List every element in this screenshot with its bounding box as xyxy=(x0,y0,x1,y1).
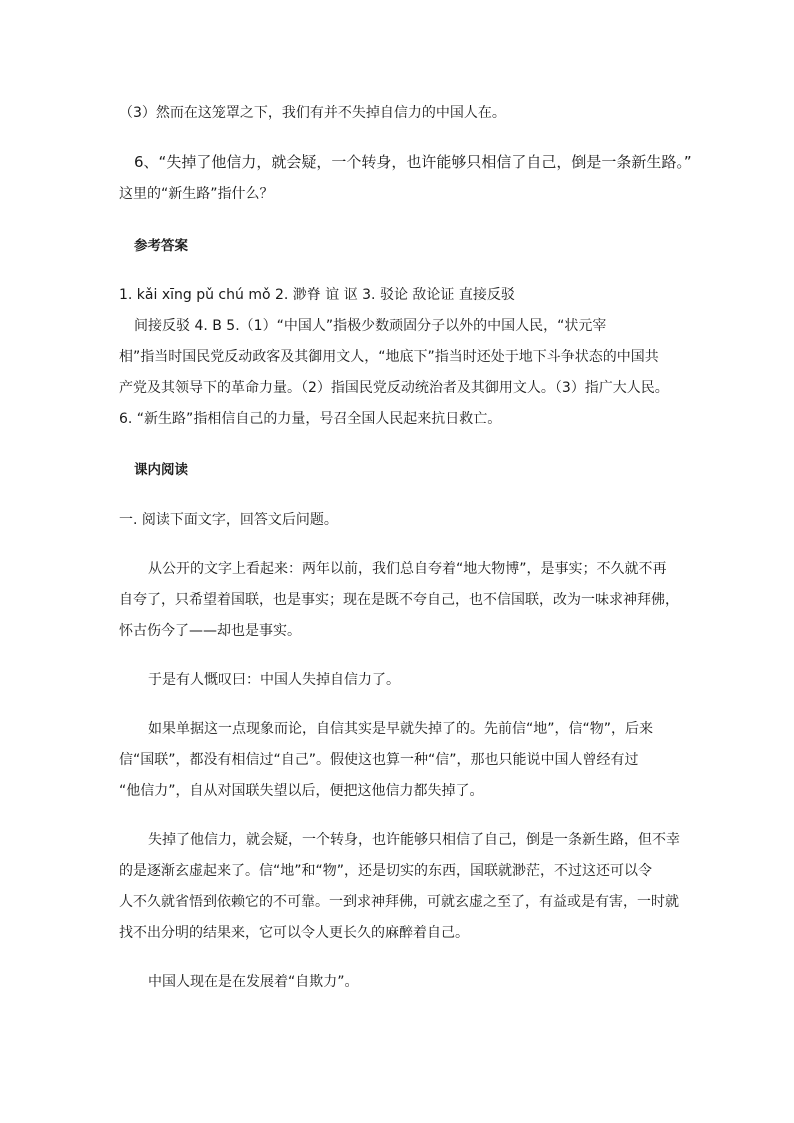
paragraph-line: 人不久就省悟到依赖它的不可靠。一到求神拜佛，可就玄虚之至了，有益或是有害，一时就 xyxy=(119,894,679,910)
answers-line-5: 6. “新生路”指相信自己的力量，号召全国人民起来抗日救亡。 xyxy=(119,411,502,427)
paragraph-line: 自夸了，只希望着国联，也是事实；现在是既不夸自己，也不信国联，改为一味求神拜佛， xyxy=(119,592,679,608)
question-6-line-1: 6、“失掉了他信力，就会疑，一个转身，也许能够只相信了自己，倒是一条新生路。” xyxy=(134,153,692,171)
paragraph-line: 如果单据这一点现象而论，自信其实是早就失掉了的。先前信“地”，信“物”，后来 xyxy=(148,721,654,737)
answers-line-4: 产党及其领导下的革命力量。（2）指国民党反动统治者及其御用文人。（3）指广大人民。 xyxy=(119,380,669,396)
paragraph-line: “他信力”，自从对国联失望以后，便把这他信力都失掉了。 xyxy=(119,783,484,799)
answers-heading: 参考答案 xyxy=(134,238,188,254)
paragraph-line: 于是有人慨叹曰：中国人失掉自信力了。 xyxy=(148,672,400,688)
paragraph-line: 从公开的文字上看起来：两年以前，我们总自夸着“地大物博”，是事实；不久就不再 xyxy=(148,561,667,577)
reading-heading: 课内阅读 xyxy=(134,462,188,478)
reading-instruction: 一. 阅读下面文字，回答文后问题。 xyxy=(119,512,338,528)
answers-line-3: 相”指当时国民党反动政客及其御用文人，“地底下”指当时还处于地下斗争状态的中国共 xyxy=(119,349,659,365)
q3-answer-line: （3）然而在这笼罩之下，我们有并不失掉自信力的中国人在。 xyxy=(119,105,506,121)
paragraph-line: 中国人现在是在发展着“自欺力”。 xyxy=(148,974,359,990)
paragraph-line: 找不出分明的结果来，它可以令人更长久的麻醉着自己。 xyxy=(119,925,469,941)
question-6-line-2: 这里的“新生路”指什么？ xyxy=(119,186,274,202)
answers-line-2: 间接反驳 4. B 5.（1）“中国人”指极少数顽固分子以外的中国人民，“状元宰 xyxy=(134,318,607,334)
paragraph-line: 信“国联”，都没有相信过“自己”。假使这也算一种“信”，那也只能说中国人曾经有过 xyxy=(119,752,639,768)
answers-line-1: 1. kǎi xīng pǔ chú mǒ 2. 渺脊 谊 讴 3. 驳论 敌论证 直接反驳 xyxy=(119,287,515,303)
paragraph-line: 怀古伤今了——却也是事实。 xyxy=(119,623,301,639)
paragraph-line: 失掉了他信力，就会疑，一个转身，也许能够只相信了自己，倒是一条新生路，但不幸 xyxy=(148,832,680,848)
paragraph-line: 的是逐渐玄虚起来了。信“地”和“物”，还是切实的东西，国联就渺茫，不过这还可以令 xyxy=(119,863,653,879)
